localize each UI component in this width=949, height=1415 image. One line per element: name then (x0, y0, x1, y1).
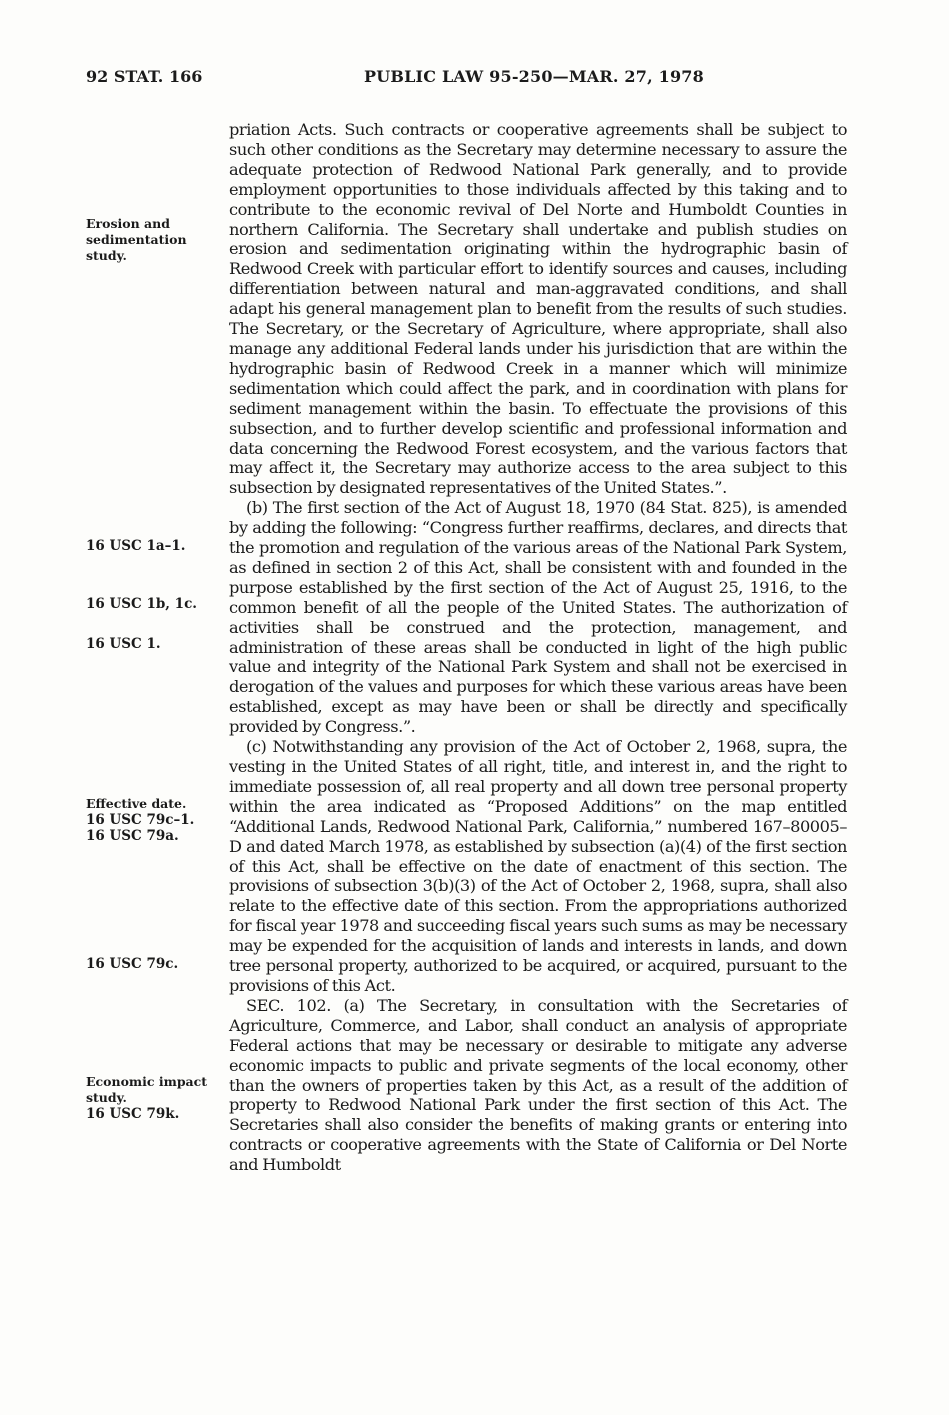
margin-note-line: study. (86, 248, 127, 263)
margin-note-line: study. (86, 1090, 127, 1105)
margin-note-economic-impact (86, 1074, 207, 1122)
statute-body (229, 120, 847, 1175)
margin-note-line: Effective date. (86, 796, 187, 811)
margin-note-line: 16 USC 79c–1. (86, 812, 195, 828)
margin-note-usc-1b-1c (86, 596, 197, 612)
margin-note-line: 16 USC 79c. (86, 956, 179, 972)
margin-note-line: 16 USC 1a–1. (86, 538, 186, 554)
margin-note-line: 16 USC 79a. (86, 828, 179, 844)
margin-note-effective-date (86, 796, 194, 844)
page-number: 92 STAT. 166 (86, 67, 203, 86)
paragraph-sec-102: SEC. 102. (a) The Secretary, in consultation with the Secretaries of Agriculture, Commerce, and Labor, shall conduct an analysis of appropriate Federal actions that may be necessary or desirable to mitigate any adverse economic impacts to public and private segments of the local economy, other than the owners of properties taken by this Act, as a result of the addition of property to Redwood National Park under the first section of this Act. The Secretaries shall also consider the benefits of making grants or entering into contracts or cooperative agreements with the State of California or Del Norte and Humboldt (229, 995, 847, 1175)
margin-note-erosion-study (86, 216, 187, 264)
paragraph-subsection-c: (c) Notwithstanding any provision of the Act of October 2, 1968, supra, the vesting in the United States of all right, title, and interest in, and the right to immediate possession of, all real property and all down tree personal property within the area indicated as “Proposed Additions” on the map entitled “Additional Lands, Redwood National Park, California,” numbered 167–80005–D and dated March 1978, as established by subsection (a)(4) of the first section of this Act, shall be effective on the date of enactment of this section. The provisions of subsection 3(b)(3) of the Act of October 2, 1968, supra, shall also relate to the effective date of this section. From the appropriations authorized for fiscal year 1978 and succeeding fiscal years such sums as may be necessary may be expended for the acquisition of lands and interests in lands, and down tree personal property, authorized to be acquired, or acquired, pursuant to the provisions of this Act. (229, 737, 847, 995)
margin-note-line: 16 USC 1b, 1c. (86, 596, 197, 612)
margin-note-line: 16 USC 1. (86, 636, 161, 652)
margin-note-usc-79c (86, 956, 178, 972)
margin-note-usc-1 (86, 636, 161, 652)
margin-note-line: Economic impact (86, 1074, 208, 1089)
margin-note-line: 16 USC 79k. (86, 1106, 180, 1122)
paragraph-subsection-b: (b) The first section of the Act of August 18, 1970 (84 Stat. 825), is amended by adding the following: “Congress further reaffirms, declares, and directs that the promotion and regulation of the various areas of the National Park System, as defined in section 2 of this Act, shall be consistent with and founded in the purpose established by the first section of the Act of August 25, 1916, to the common benefit of all the people of the United States. The authorization of activities shall be construed and the protection, management, and administration of these areas shall be conducted in light of the high public value and integrity of the National Park System and shall not be exercised in derogation of the values and purposes for which these various areas have been established, except as may have been or shall be directly and specifically provided by Congress.”. (229, 498, 847, 737)
paragraph-continuation: priation Acts. Such contracts or cooperative agreements shall be subject to such other conditions as the Secretary may determine necessary to assure the adequate protection of Redwood National Park generally, and to provide employment opportunities to those individuals affected by this taking and to contribute to the economic revival of Del Norte and Humboldt Counties in northern California. The Secretary shall undertake and publish studies on erosion and sedimentation originating within the hydrographic basin of Redwood Creek with particular effort to identify sources and causes, including differentiation between natural and man-aggravated conditions, and shall adapt his general management plan to benefit from the results of such studies. The Secretary, or the Secretary of Agriculture, where appropriate, shall also manage any additional Federal lands under his jurisdiction that are within the hydrographic basin of Redwood Creek in a manner which will minimize sedimentation which could affect the park, and in coordination with plans for sediment management within the basin. To effectuate the provisions of this subsection, and to further develop scientific and professional information and data concerning the Redwood Forest ecosystem, and the various factors that may affect it, the Secretary may authorize access to the area subject to this subsection by designated representatives of the United States.”. (229, 120, 847, 498)
page-header-title: PUBLIC LAW 95-250—MAR. 27, 1978 (364, 67, 704, 86)
margin-note-usc-1a-1 (86, 538, 185, 554)
margin-note-line: sedimentation (86, 232, 187, 247)
margin-note-line: Erosion and (86, 216, 170, 231)
